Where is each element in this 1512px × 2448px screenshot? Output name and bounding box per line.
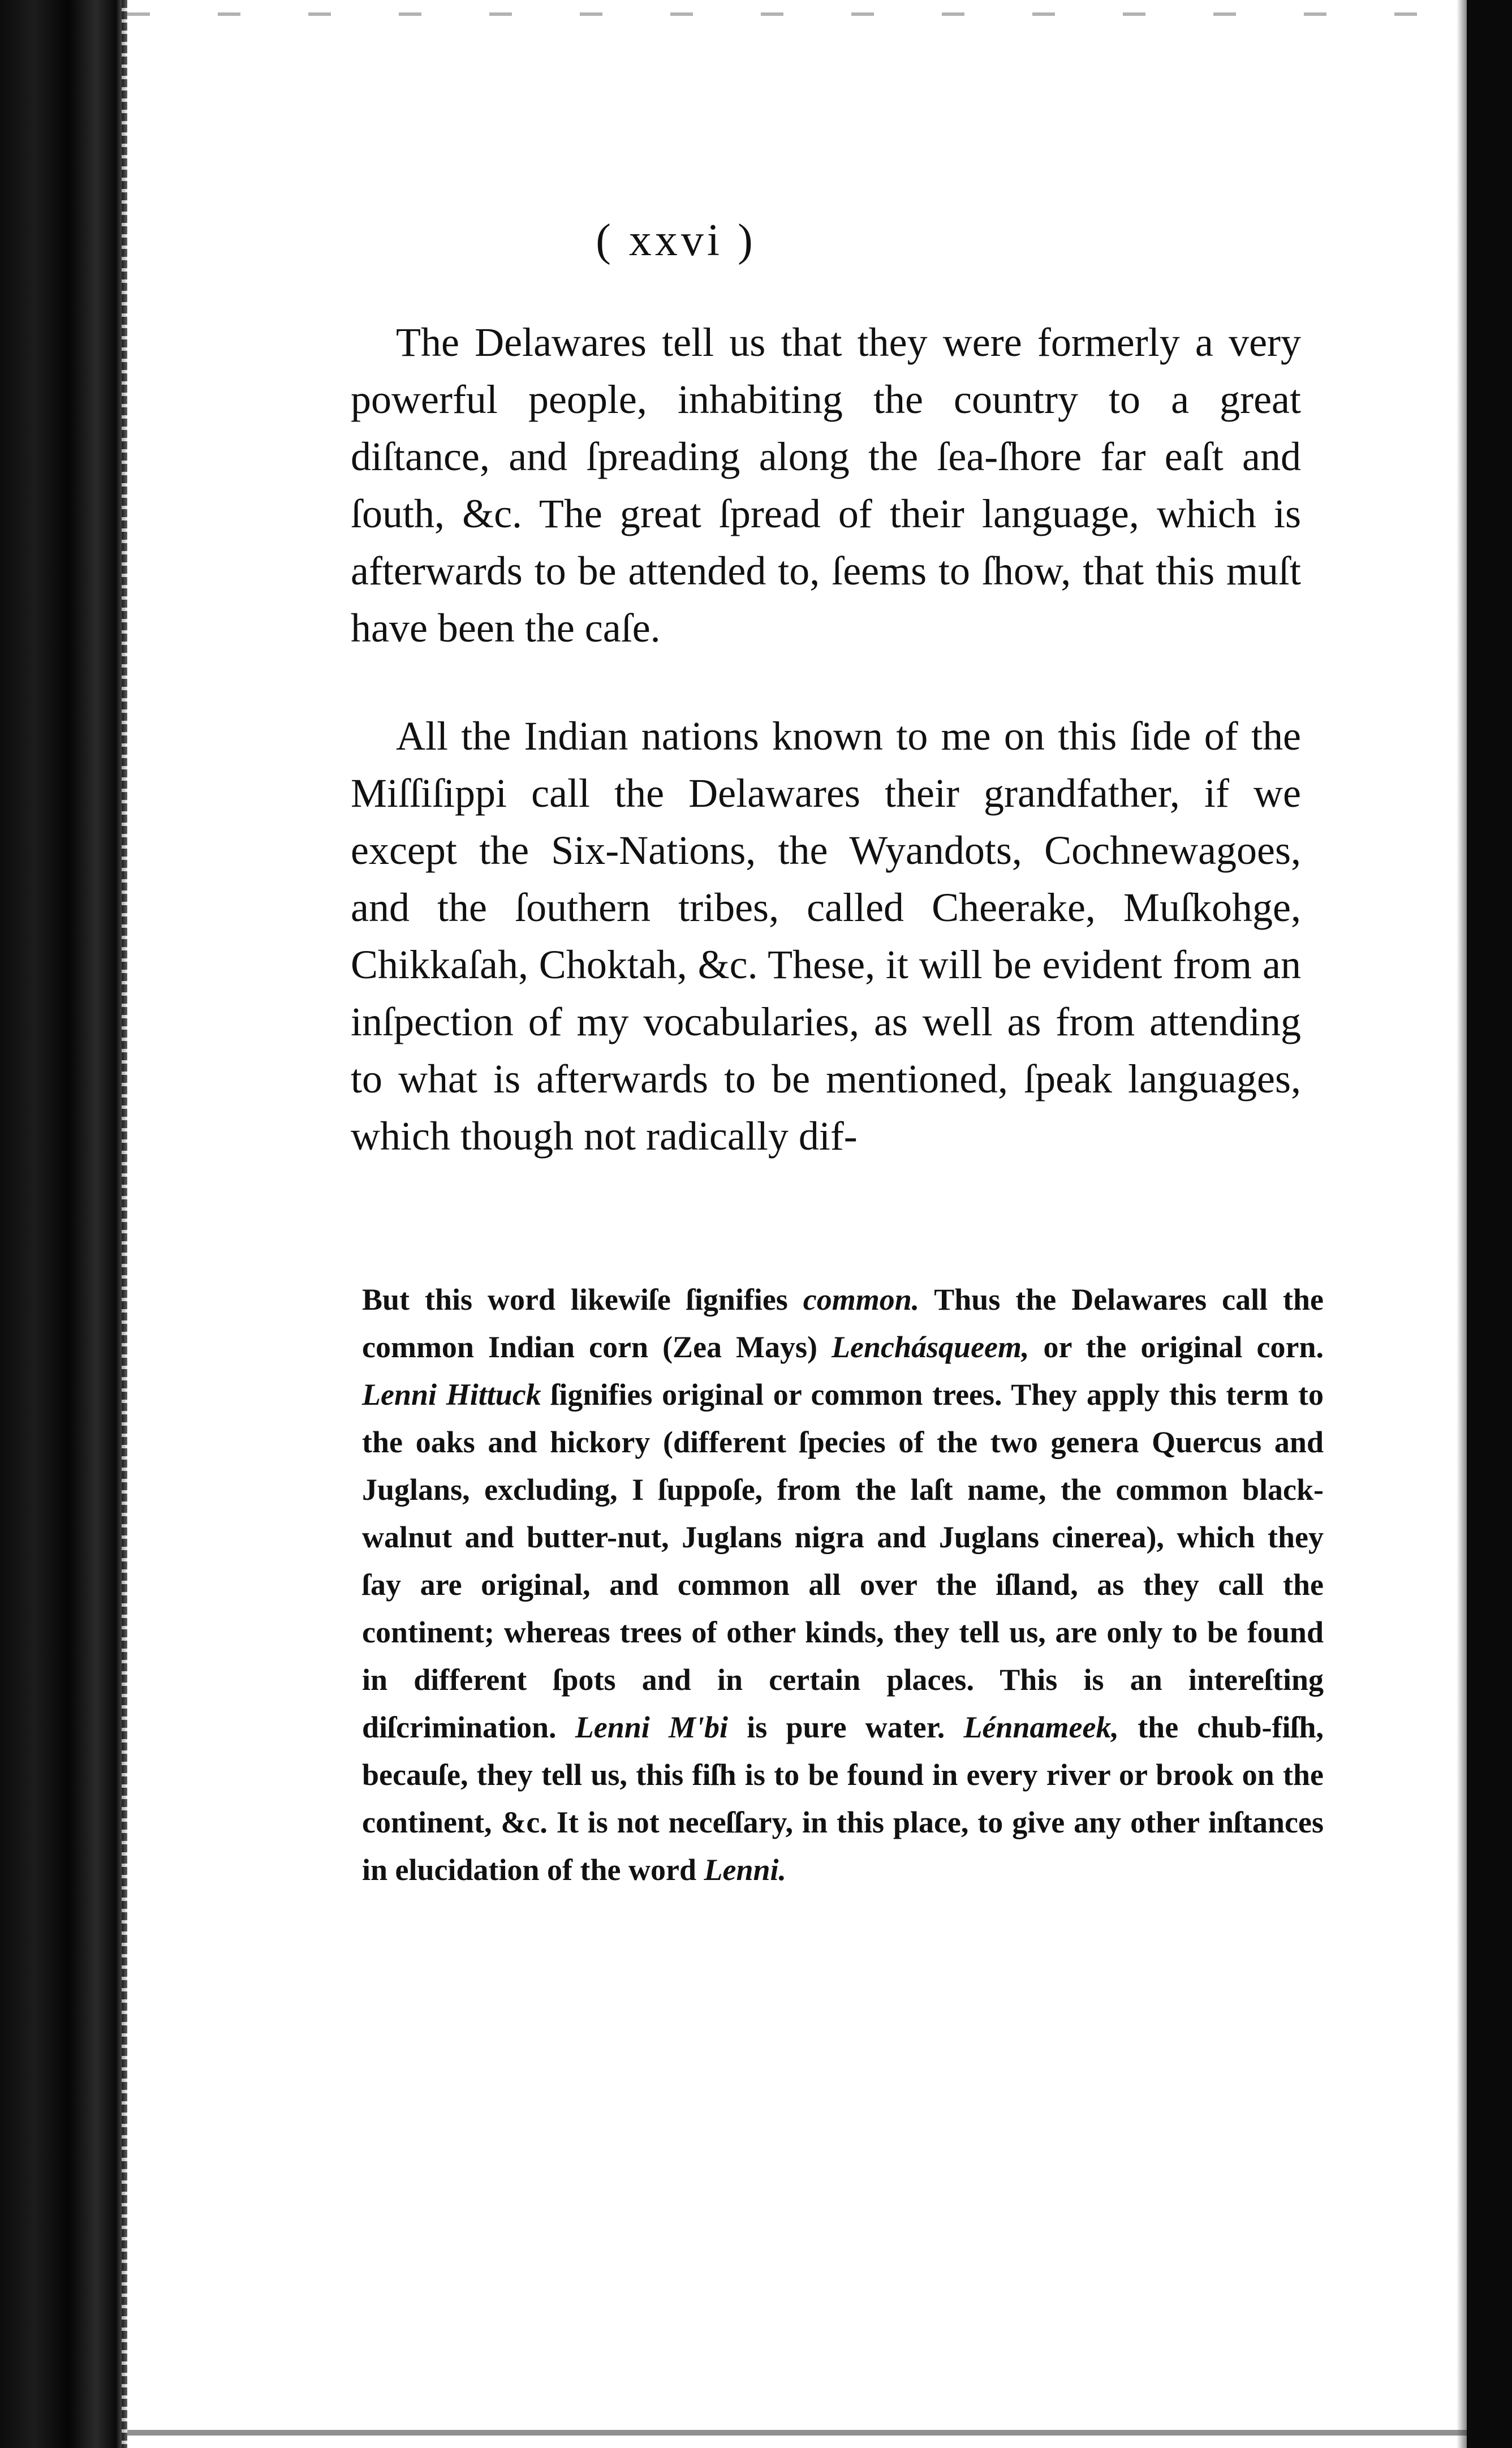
bottom-scan-artifact	[127, 2430, 1467, 2436]
footnote-run: ſignifies original or common trees. They apply this term to the oaks and hickory (different ſpecies of the two genera Quercus and Juglans, excluding, I ſuppoſe, from the laſt name, the common black-walnut and butter-nut, Juglans nigra and Juglans cinerea), which they ſay are original, and common all over the iſland, as they call the continent; whereas trees of other kinds, they tell us, are only to be found in different ſpots and in certain places. This is an intereſting diſcrimination.	[362, 1378, 1324, 1744]
footnote-italic-run: Lenni Hittuck	[362, 1378, 541, 1412]
footnote-italic-run: common.	[803, 1283, 920, 1317]
book-binding-shadow	[0, 0, 127, 2448]
footnote-run: or the original corn.	[1029, 1330, 1324, 1364]
footnote-italic-run: Lénnameek,	[963, 1710, 1119, 1744]
footnote-run: But this word likewiſe ſignifies	[362, 1283, 803, 1317]
footnote-italic-run: Lenchásqueem,	[832, 1330, 1029, 1364]
paragraph-1: The Delawares tell us that they were formerly a very powerful people, inhabiting the country to a great diſtance, and ſpreading along the ſea-ſhore far eaſt and ſouth, &c. The great ſpread of their language, which is afterwards to be attended to, ſeems to ſhow, that this muſt have been the caſe.	[351, 320, 1301, 651]
footnote-text	[362, 1276, 1324, 1894]
footnote-run: is pure water.	[728, 1710, 964, 1744]
top-scan-artifact	[127, 12, 1467, 16]
page-edge-shadow	[1467, 0, 1512, 2448]
footnote-run: the chub-fiſh, becauſe, they tell us, this fiſh is to be found in every river or brook on the continent, &c. It is not neceſſary, in this place, to give any other inſtances in elucidation of the word	[362, 1710, 1324, 1887]
paragraph-2: All the Indian nations known to me on this ſide of the Miſſiſippi call the Delawares their grandfather, if we except the Six-Nations, the Wyandots, Cochnewagoes, and the ſouthern tribes, called Cheerake, Muſkohge, Chikkaſah, Choktah, &c. These, it will be evident from an inſpection of my vocabularies, as well as from attending to what is afterwards to be mentioned, ſpeak languages, which though not radically dif-	[351, 713, 1301, 1159]
footnote-italic-run: Lenni.	[704, 1853, 787, 1887]
footnote-run: Thus the Delawares call the common Indian corn (Zea Mays)	[362, 1283, 1324, 1364]
page-number: ( xxvi )	[596, 216, 756, 265]
footnote	[362, 1276, 1324, 1894]
footnote-italic-run: Lenni M'bi	[575, 1710, 729, 1744]
main-text	[351, 314, 1301, 1165]
